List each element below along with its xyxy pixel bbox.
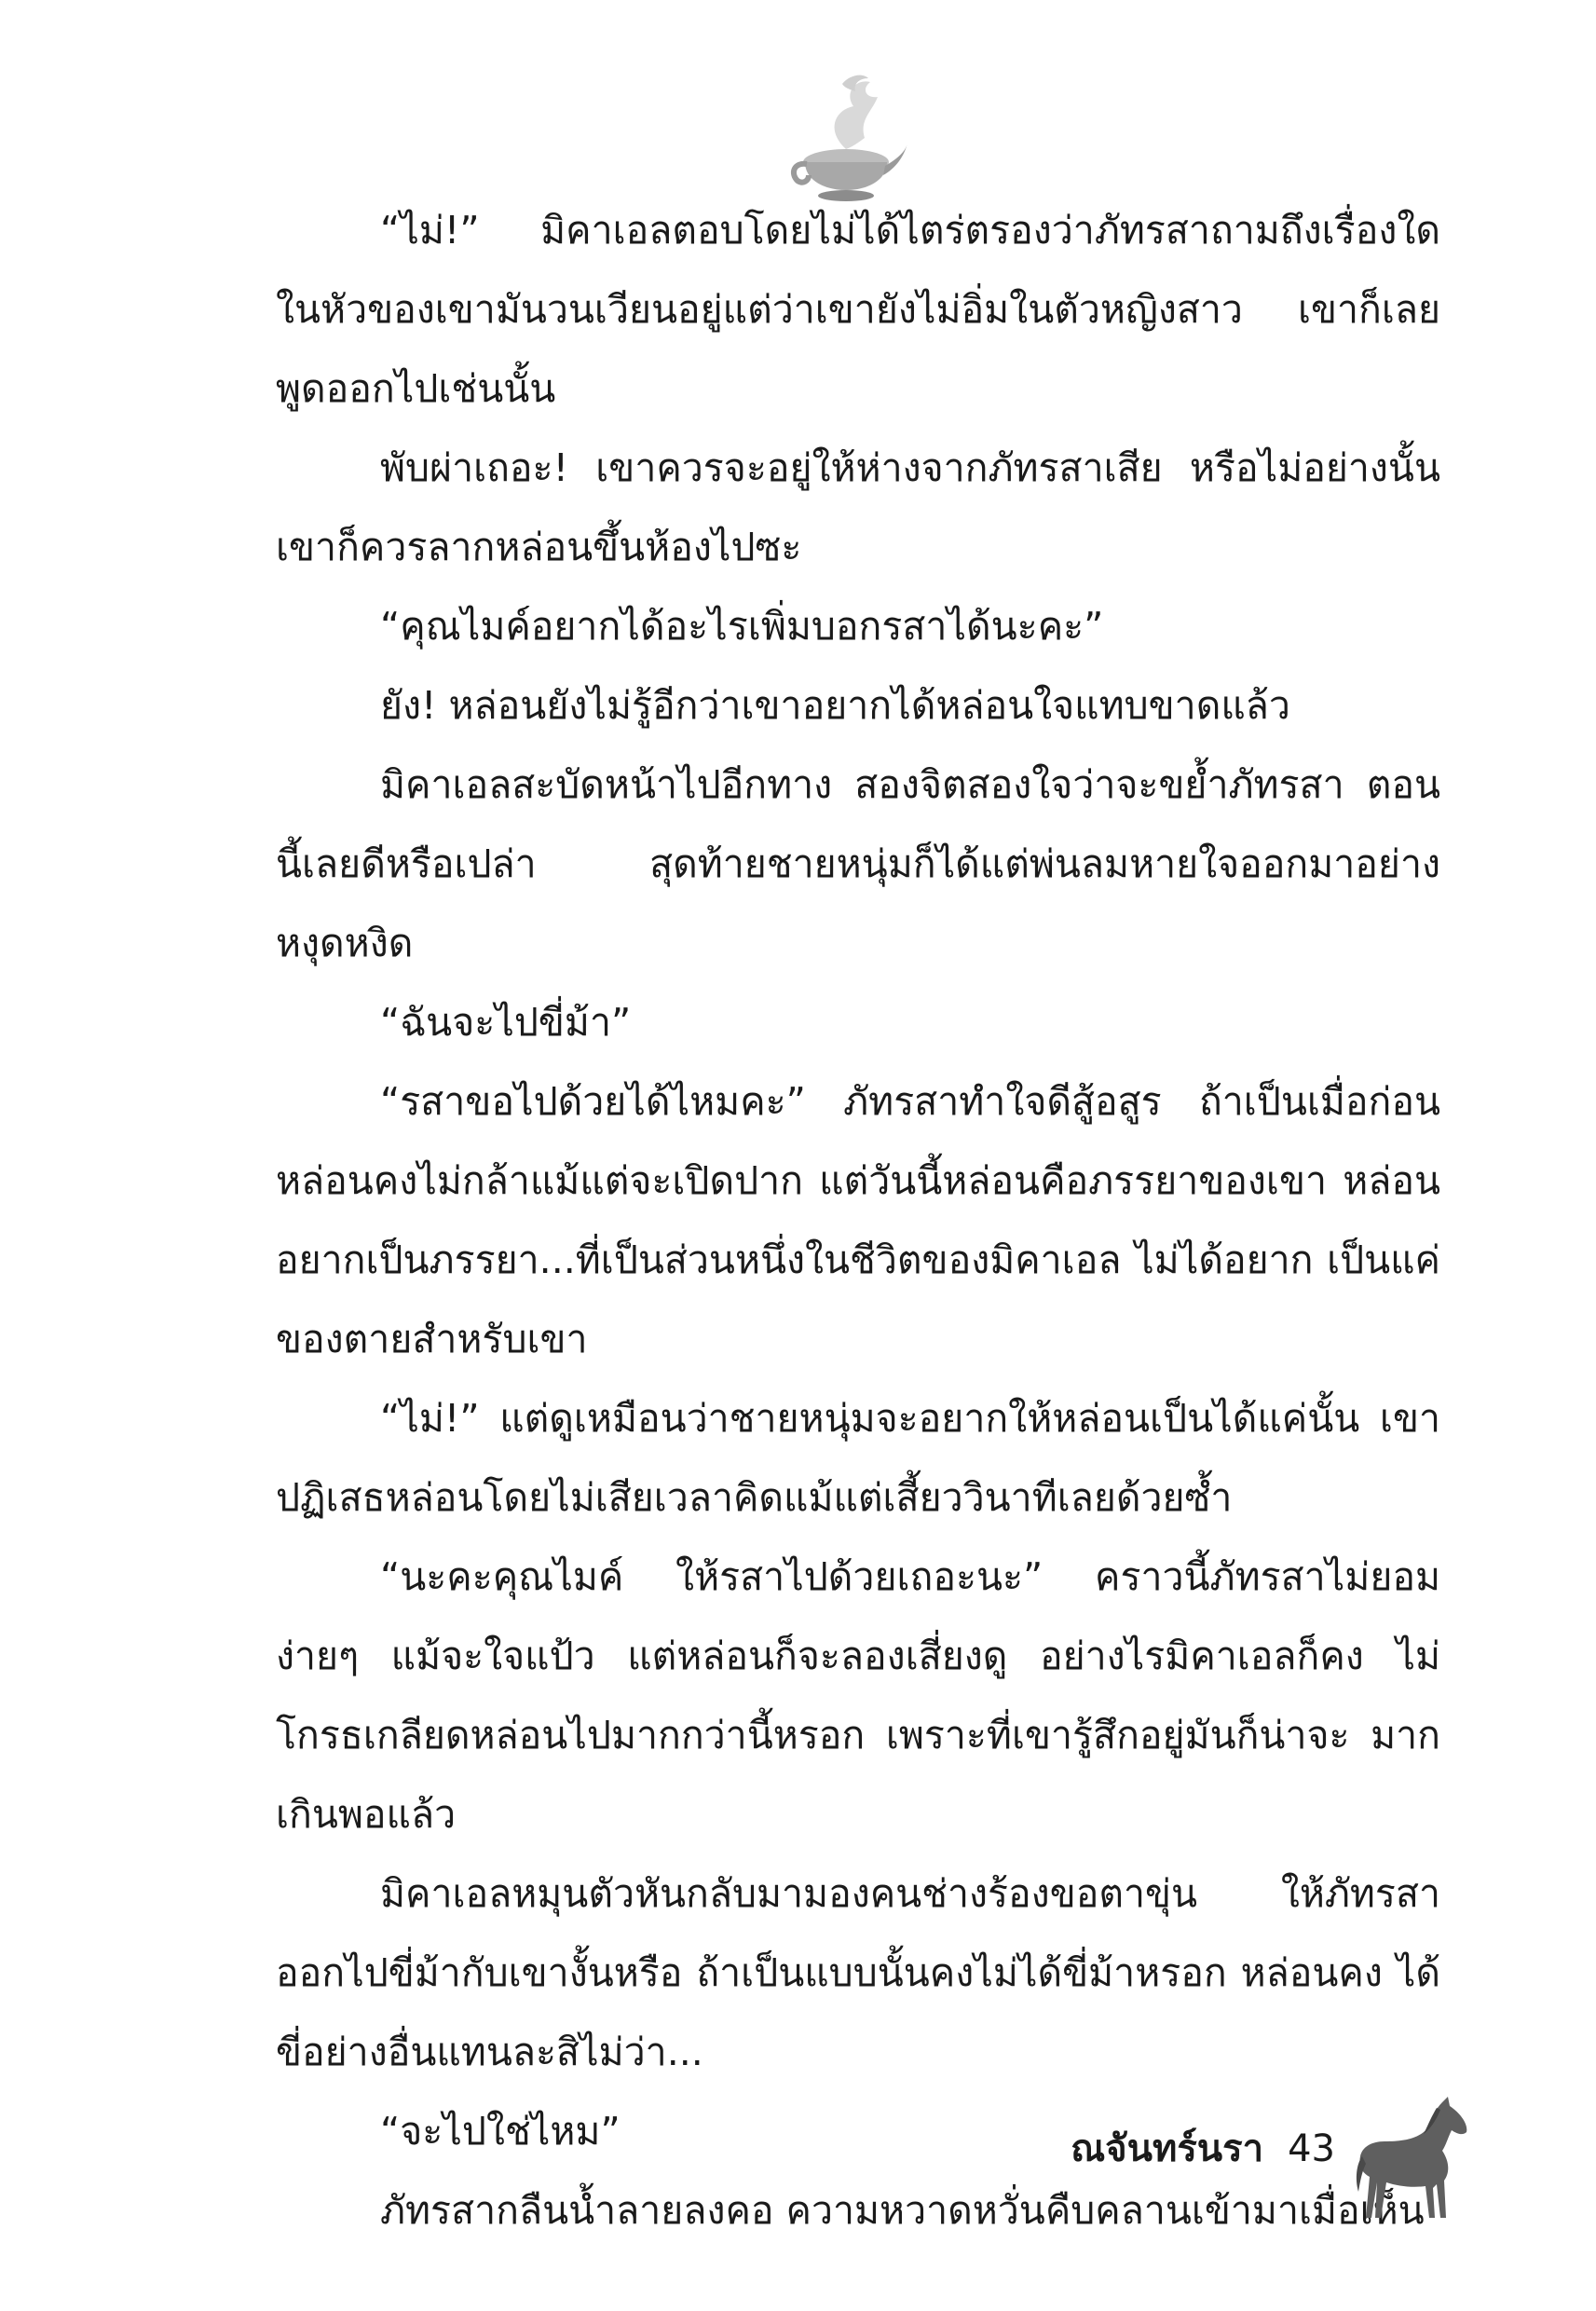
paragraph: ภัทรสากลืนน้ำลายลงคอ ความหวาดหวั่นคืบคลานเข้ามาเมื่อเห็น	[380, 2188, 1425, 2233]
page-footer	[1071, 2126, 1335, 2171]
paragraph: “ไม่!” แต่ดูเหมือนว่าชายหนุ่มจะอยากให้หล่อนเป็นได้แค่นั้น เขาปฏิเสธหล่อนโดยไม่เสียเวลาคิดแม้แต่เสี้ยววินาทีเลยด้วยซ้ำ	[276, 1396, 1440, 1520]
paragraph: “จะไปใช่ไหม”	[380, 2109, 621, 2154]
paragraph: “รสาขอไปด้วยได้ไหมคะ” ภัทรสาทำใจดีสู้อสูร ถ้าเป็นเมื่อก่อน หล่อนคงไม่กล้าแม้แต่จะเปิดปาก แต่วันนี้หล่อนคือภรรยาของเขา หล่อนอยากเป็นภรรยา...ที่เป็นส่วนหนึ่งในชีวิตของมิคาเอล ไม่ได้อยาก เป็นแค่ของตายสำหรับเขา	[276, 1079, 1440, 1361]
paragraph: พับผ่าเถอะ! เขาควรจะอยู่ให้ห่างจากภัทรสาเสีย หรือไม่อย่างนั้น เขาก็ควรลากหล่อนขึ้นห้องไปซะ	[276, 445, 1440, 569]
paragraph: “ฉันจะไปขี่ม้า”	[380, 1000, 632, 1045]
horse-icon	[1353, 2095, 1474, 2225]
paragraph: “ไม่!” มิคาเอลตอบโดยไม่ได้ไตร่ตรองว่าภัทรสาถามถึงเรื่องใด ในหัวของเขามันวนเวียนอยู่แต่ว่าเขายังไม่อิ่มในตัวหญิงสาว เขาก็เลยพูดออกไปเช่นนั้น	[276, 208, 1440, 411]
magic-lamp-icon	[788, 65, 909, 205]
page-body	[276, 191, 1440, 2250]
paragraph: “นะคะคุณไมค์ ให้รสาไปด้วยเถอะนะ” คราวนี้ภัทรสาไม่ยอม ง่ายๆ แม้จะใจแป้ว แต่หล่อนก็จะลองเสี่ยงดู อย่างไรมิคาเอลก็คง ไม่โกรธเกลียดหล่อนไปมากกว่านี้หรอก เพราะที่เขารู้สึกอยู่มันก็น่าจะ มากเกินพอแล้ว	[276, 1554, 1440, 1837]
paragraph: ยัง! หล่อนยังไม่รู้อีกว่าเขาอยากได้หล่อนใจแทบขาดแล้ว	[380, 683, 1290, 728]
page-number: 43	[1288, 2127, 1335, 2170]
paragraph: มิคาเอลสะบัดหน้าไปอีกทาง สองจิตสองใจว่าจะขย้ำภัทรสา ตอนนี้เลยดีหรือเปล่า สุดท้ายชายหนุ่มก็ได้แต่พ่นลมหายใจออกมาอย่างหงุดหงิด	[276, 762, 1440, 965]
paragraph: มิคาเอลหมุนตัวหันกลับมามองคนช่างร้องขอตาขุ่น ให้ภัทรสา ออกไปขี่ม้ากับเขางั้นหรือ ถ้าเป็นแบบนั้นคงไม่ได้ขี่ม้าหรอก หล่อนคง ได้ขี่อย่างอื่นแทนละสิไม่ว่า...	[276, 1871, 1440, 2074]
author-name: ณจันทร์นรา	[1071, 2127, 1264, 2170]
paragraph: “คุณไมค์อยากได้อะไรเพิ่มบอกรสาได้นะคะ”	[380, 604, 1104, 649]
